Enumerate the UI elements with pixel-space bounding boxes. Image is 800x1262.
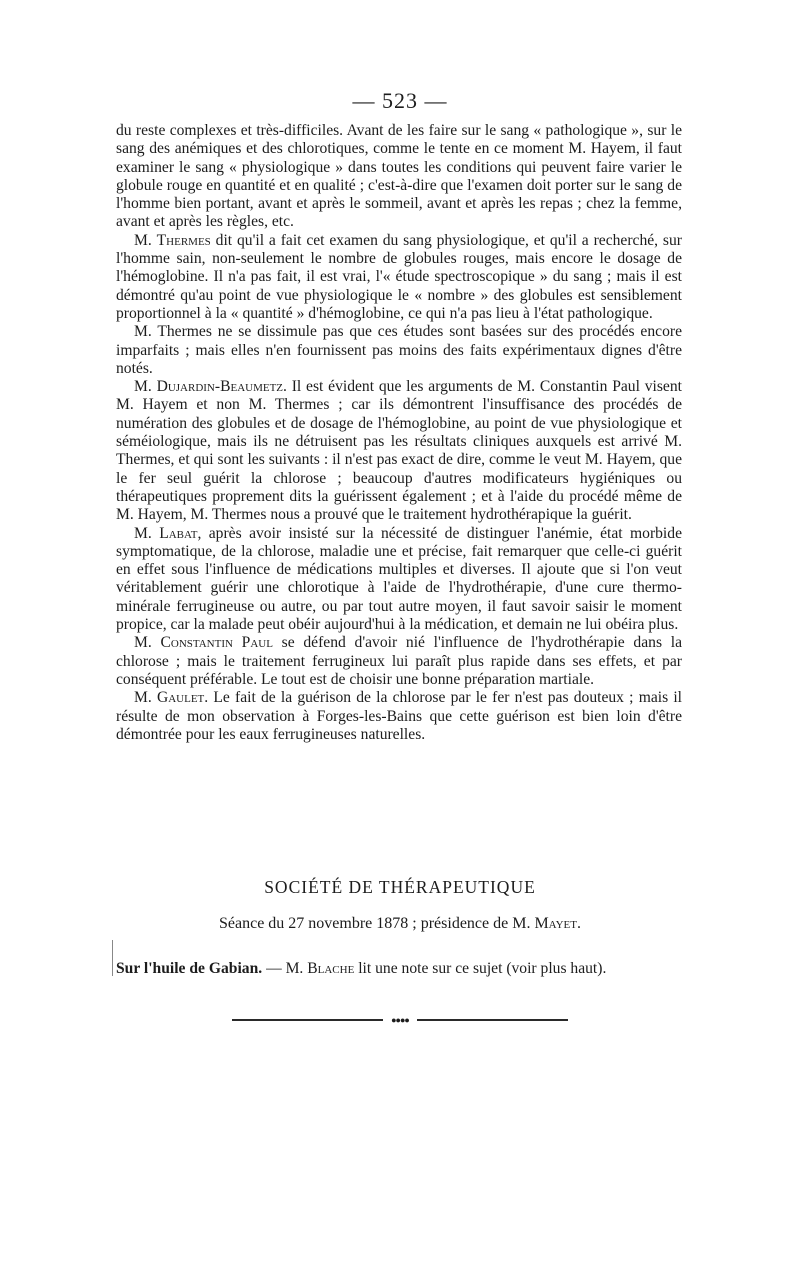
seance-line [0,915,800,933]
seance-end: . [577,915,581,932]
paragraph-text: ne se dissimule pas que ces études sont basées sur des procédés encore imparfaits ; mais elles n'en fournissent pas moins des faits expérimentaux dignes d'être notés. [116,323,682,377]
page-number: — 523 — [352,88,448,113]
paragraph-text: se défend d'avoir nié l'influence de l'hydrothérapie dans la chlorose ; mais le traitement ferrugineux lui paraît plus rapide dans ses effets, et par conséquent préférable. Le tout est de choisir une bonne préparation martiale. [116,634,682,688]
speaker-prefix: M. [134,634,161,652]
sur-huile-paragraph [116,960,682,978]
speaker-name: Thermes [156,231,211,249]
speaker-prefix: M. [134,378,157,396]
paragraph-text: . Il est évident que les arguments de M. Constantin Paul visent M. Hayem et non M. Thermes ; car ils démontrent l'insuffisance des procédés de numération des globules et de dosage de l'hémoglobine, au point de vue physiologique et séméiologique, mais ils ne détruisent pas les résultats cliniques auxquels est arrivé M. Thermes, et qui sont les suivants : il n'est pas exact de dire, comme le veut M. Hayem, que le fer seul guérit la chlorose ; beaucoup d'autres modificateurs hygiéniques ou thérapeutiques proprement dits la guérissent également ; et à l'aide du procédé même de M. Hayem, M. Thermes nous a prouvé que le traitement hydrothérapique la guérit. [116,378,682,524]
body-text [116,122,682,744]
margin-mark [112,940,113,976]
paragraph-6 [116,634,682,689]
ornament-line-left [232,1019,383,1021]
paragraph-7 [116,689,682,744]
subsection-text: — M. [262,960,308,977]
paragraph-text: dit qu'il a fait cet examen du sang physiologique, et qu'il a recherché, sur l'homme sain, non-seulement le nombre de globules rouges, mais encore le dosage de l'hémoglobine. Il n'a pas fait, il est vrai, l'« étude spectroscopique » du sang ; mais il est démontré qu'au point de vue physiologique le « nombre » des globules est sensiblement proportionnel à la « quantité » d'hémoglobine, ce qui n'a pas lieu à l'état pathologique. [116,231,682,322]
seance-text: Séance du 27 novembre 1878 ; présidence de M. [218,915,535,932]
speaker-name: Dujardin-Beaumetz [156,378,284,396]
paragraph-2 [116,232,682,323]
paragraph-text: du reste complexes et très-difficiles. Avant de les faire sur le sang « pathologique », sur le sang des anémiques et des chlorotiques, comme le tente en ce moment M. Hayem, il faut examiner le sang « physiologique » dans toutes les conditions qui peuvent faire varier le globule rouge en quantité et en qualité ; c'est-à-dire que l'examen doit porter sur le sang de l'homme bien portant, avant et après le sommeil, avant et après les repas ; chez la femme, avant et après les règles, etc. [116,122,682,231]
president-name: Mayet [534,915,577,932]
paragraph-text: . Le fait de la guérison de la chlorose par le fer n'est pas douteux ; mais il résulte de mon observation à Forges-les-Bains que cette guérison est bien loin d'être démontrée pour les eaux ferrugineuses naturelles. [116,689,682,743]
paragraph-4 [116,378,682,524]
ornament-line-right [417,1019,568,1021]
speaker-name: Gaulet [156,689,205,707]
paragraph-5 [116,525,682,635]
paragraph-text: , après avoir insisté sur la nécessité de distinguer l'anémie, état morbide symptomatique, de la chlorose, maladie une et précise, fait remarquer que celle-ci guérit en effet sous l'influence de médications multiples et diverses. Il ajoute que si l'on veut véritablement guérir une chlorotique à l'aide de l'hydrothérapie, d'une cure thermo-minérale ferrugineuse ou autre, ou par tout autre moyen, il faut savoir saisir le moment propice, car la malade peut obéir aujourd'hui à la médication, et demain ne lui obéira plus. [116,524,682,634]
speaker-name: Constantin Paul [160,634,273,652]
paragraph-1 [116,122,682,232]
subsection-rest: lit une note sur ce sujet (voir plus haut). [354,960,607,977]
ornament-dots: ●●●● [391,1015,409,1025]
ornament-rule [232,1015,568,1025]
speaker-name: Labat [159,524,198,542]
section-title: SOCIÉTÉ DE THÉRAPEUTIQUE [264,877,536,897]
speaker-prefix: M. Thermes [134,323,212,341]
speaker-prefix: M. [134,524,160,542]
paragraph-3 [116,323,682,378]
speaker-name: Blache [307,960,355,977]
subsection-heading: Sur l'huile de Gabian. [116,960,263,977]
speaker-prefix: M. [134,689,157,707]
speaker-prefix: M. [134,231,157,249]
